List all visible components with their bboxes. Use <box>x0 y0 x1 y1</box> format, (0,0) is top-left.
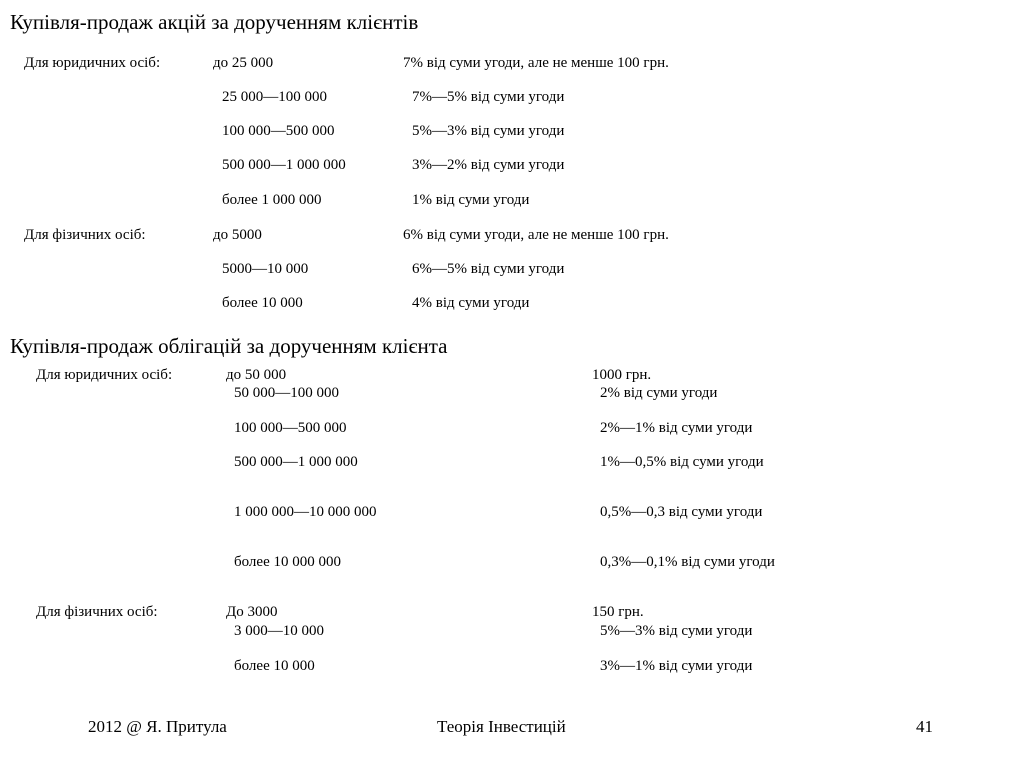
bonds-legal-rate: 2%—1% від суми угоди <box>600 420 753 436</box>
bonds-legal-rate: 1000 грн. <box>592 367 652 383</box>
shares-legal-rate: 7% від суми угоди, але не менше 100 грн. <box>403 55 669 71</box>
bonds-physical-range: 3 000—10 000 <box>234 623 324 639</box>
shares-legal-range: 25 000—100 000 <box>222 89 327 105</box>
bonds-physical-rate: 150 грн. <box>592 604 644 620</box>
page-number: 41 <box>916 717 933 736</box>
bonds-legal-range: 100 000—500 000 <box>234 420 347 436</box>
shares-physical-rate: 6% від суми угоди, але не менше 100 грн. <box>403 227 669 243</box>
bonds-legal-rate: 0,5%—0,3 від суми угоди <box>600 504 763 520</box>
footer-course-title: Теорія Інвестицій <box>437 717 566 736</box>
bonds-physical-range: До 3000 <box>226 604 278 620</box>
shares-legal-rate: 5%—3% від суми угоди <box>412 123 565 139</box>
bonds-legal-label: Для юридичних осіб: <box>36 367 173 383</box>
bonds-section-title: Купівля-продаж облігацій за дорученням клієнта <box>10 334 448 358</box>
bonds-legal-range: до 50 000 <box>226 367 287 383</box>
bonds-legal-range: 500 000—1 000 000 <box>234 454 358 470</box>
shares-physical-label: Для фізичних осіб: <box>24 227 146 243</box>
bonds-physical-rate: 5%—3% від суми угоди <box>600 623 753 639</box>
bonds-legal-range: более 10 000 000 <box>234 554 341 570</box>
shares-legal-rate: 1% від суми угоди <box>412 192 530 208</box>
bonds-legal-rate: 0,3%—0,1% від суми угоди <box>600 554 775 570</box>
shares-legal-rate: 7%—5% від суми угоди <box>412 89 565 105</box>
shares-legal-range: более 1 000 000 <box>222 192 322 208</box>
shares-legal-label: Для юридичних осіб: <box>24 55 161 71</box>
shares-legal-range: до 25 000 <box>213 55 274 71</box>
shares-physical-range: более 10 000 <box>222 295 303 311</box>
shares-legal-range: 500 000—1 000 000 <box>222 157 346 173</box>
bonds-legal-rate: 2% від суми угоди <box>600 385 718 401</box>
bonds-physical-range: более 10 000 <box>234 658 315 674</box>
shares-physical-rate: 6%—5% від суми угоди <box>412 261 565 277</box>
shares-legal-rate: 3%—2% від суми угоди <box>412 157 565 173</box>
bonds-legal-rate: 1%—0,5% від суми угоди <box>600 454 764 470</box>
shares-legal-range: 100 000—500 000 <box>222 123 335 139</box>
bonds-physical-label: Для фізичних осіб: <box>36 604 158 620</box>
shares-physical-rate: 4% від суми угоди <box>412 295 530 311</box>
bonds-physical-rate: 3%—1% від суми угоди <box>600 658 753 674</box>
bonds-legal-range: 1 000 000—10 000 000 <box>234 504 377 520</box>
shares-section-title: Купівля-продаж акцій за дорученням клієнтів <box>10 10 419 34</box>
footer-author: 2012 @ Я. Притула <box>88 717 227 736</box>
shares-physical-range: до 5000 <box>213 227 262 243</box>
shares-physical-range: 5000—10 000 <box>222 261 309 277</box>
bonds-legal-range: 50 000—100 000 <box>234 385 339 401</box>
